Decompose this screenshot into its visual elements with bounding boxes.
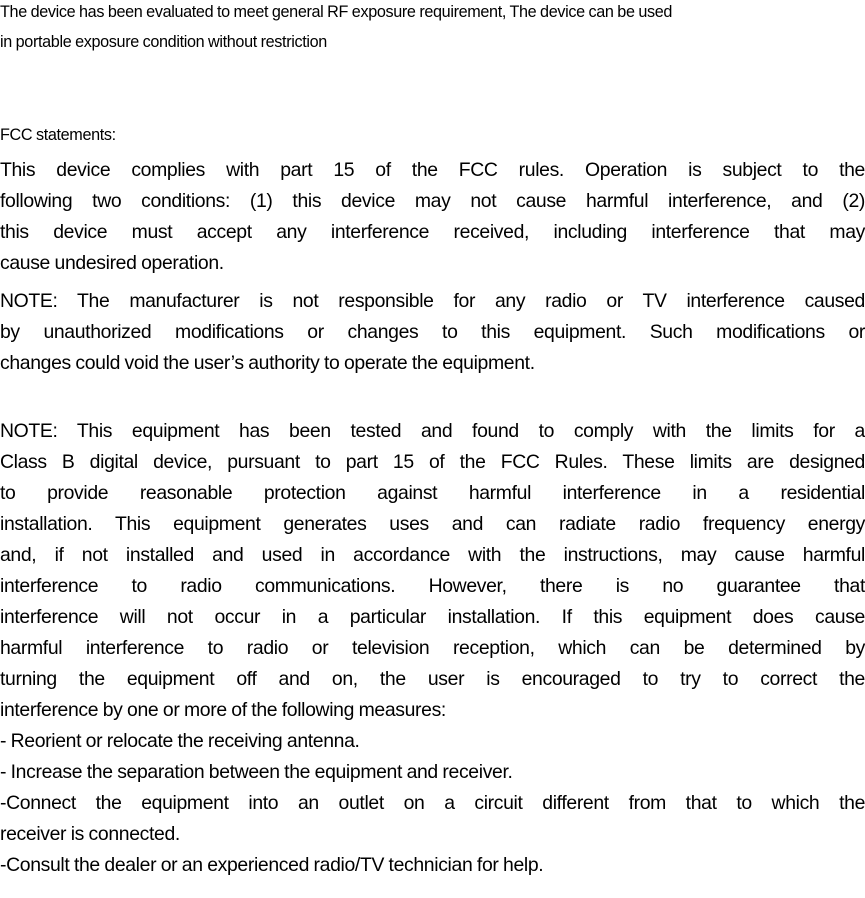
note1-line-2: by unauthorized modifications or changes to this equipment. Such modifications or <box>0 321 865 343</box>
fcc-heading-text: FCC statements: <box>0 126 116 144</box>
note2-line-8: harmful interference to radio or television reception, which can be determined by <box>0 637 865 659</box>
note2-line-3: to provide reasonable protection against harmful interference in a residential <box>0 482 865 504</box>
rf-exposure-line-2: in portable exposure condition without restriction <box>0 33 327 51</box>
measure-outlet-line-1: -Connect the equipment into an outlet on a circuit different from that to which the <box>0 792 865 814</box>
note2-line-4: installation. This equipment generates uses and can radiate radio frequency energy <box>0 513 865 535</box>
note2-line-9: turning the equipment off and on, the user is encouraged to try to correct the <box>0 668 865 690</box>
rf-exposure-statement <box>0 0 865 57</box>
measure-outlet-line-2: receiver is connected. <box>0 823 180 845</box>
fcc-heading <box>0 120 865 150</box>
compliance-line-4: cause undesired operation. <box>0 252 224 274</box>
compliance-line-3: this device must accept any interference received, including interference that may <box>0 221 865 243</box>
fcc-measures-list <box>0 726 865 881</box>
note2-line-6: interference to radio communications. However, there is no guarantee that <box>0 575 865 597</box>
note2-line-10: interference by one or more of the following measures: <box>0 699 446 721</box>
note2-line-5: and, if not installed and used in accordance with the instructions, may cause harmful <box>0 544 865 566</box>
note2-line-7: interference will not occur in a particular installation. If this equipment does cause <box>0 606 865 628</box>
measure-consult: -Consult the dealer or an experienced radio/TV technician for help. <box>0 854 544 876</box>
fcc-note-class-b <box>0 416 865 726</box>
rf-exposure-line-1: The device has been evaluated to meet general RF exposure requirement, The device can be used <box>0 3 673 21</box>
note2-line-1: NOTE: This equipment has been tested and found to comply with the limits for a <box>0 420 865 442</box>
fcc-note-manufacturer <box>0 286 865 379</box>
note1-line-3: changes could void the user’s authority to operate the equipment. <box>0 352 535 374</box>
measure-reorient: - Reorient or relocate the receiving antenna. <box>0 730 360 752</box>
measure-separation: - Increase the separation between the equipment and receiver. <box>0 761 513 783</box>
note1-line-1: NOTE: The manufacturer is not responsible for any radio or TV interference caused <box>0 290 865 312</box>
fcc-paragraph-compliance <box>0 155 865 279</box>
compliance-line-2: following two conditions: (1) this device may not cause harmful interference, and (2) <box>0 190 865 212</box>
note2-line-2: Class B digital device, pursuant to part 15 of the FCC Rules. These limits are designed <box>0 451 865 473</box>
compliance-line-1: This device complies with part 15 of the FCC rules. Operation is subject to the <box>0 159 865 181</box>
